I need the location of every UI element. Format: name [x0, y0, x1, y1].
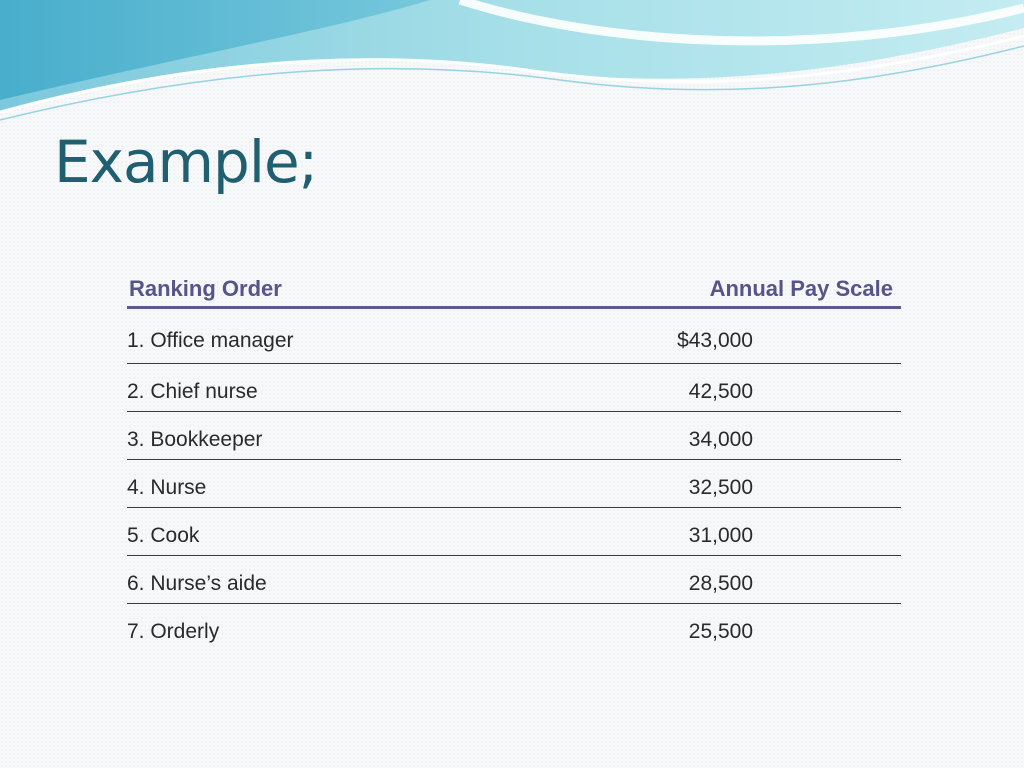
table-header — [127, 272, 901, 309]
annual-pay: 25,500 — [688, 620, 753, 643]
header-annual-pay-scale: Annual Pay Scale — [709, 276, 893, 301]
header-ranking-order: Ranking Order — [129, 276, 282, 301]
table-row — [127, 364, 901, 412]
job-title: 4. Nurse — [127, 476, 207, 499]
pay-scale-table — [127, 272, 901, 651]
table-row — [127, 508, 901, 556]
table-row — [127, 604, 901, 651]
annual-pay: 31,000 — [688, 524, 753, 547]
job-title: 1. Office manager — [127, 329, 294, 352]
slide-title: Example; — [54, 128, 318, 196]
table-row — [127, 309, 901, 364]
job-title: 2. Chief nurse — [127, 380, 258, 403]
decorative-wave-banner — [0, 0, 1024, 130]
annual-pay: $43,000 — [677, 329, 753, 352]
annual-pay: 34,000 — [688, 428, 753, 451]
job-title: 5. Cook — [127, 524, 200, 547]
job-title: 6. Nurse’s aide — [127, 572, 267, 595]
annual-pay: 28,500 — [688, 572, 753, 595]
table-row — [127, 556, 901, 604]
job-title: 3. Bookkeeper — [127, 428, 263, 451]
annual-pay: 32,500 — [688, 476, 753, 499]
job-title: 7. Orderly — [127, 620, 220, 643]
annual-pay: 42,500 — [688, 380, 753, 403]
table-row — [127, 460, 901, 508]
table-row — [127, 412, 901, 460]
